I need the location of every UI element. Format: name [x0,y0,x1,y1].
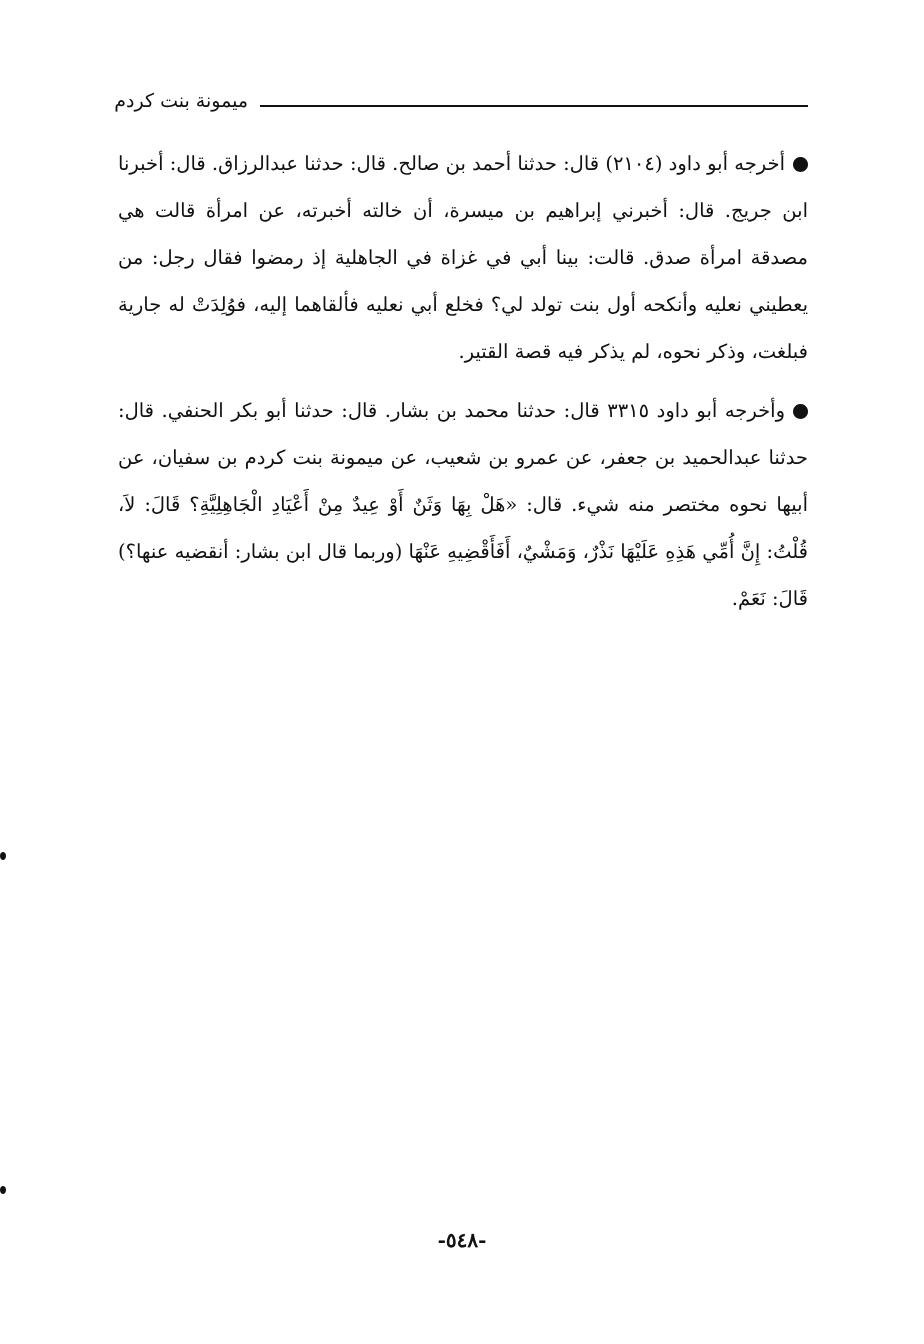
paragraph-2 [118,387,808,622]
paragraph-text: وأخرجه أبو داود ٣٣١٥ قال: حدثنا محمد بن بشار. قال: حدثنا أبو بكر الحنفي. قال: حدثنا عبدالحميد بن جعفر، عن عمرو بن شعيب، عن ميمونة بنت كردم بن سفيان، عن أبيها نحوه مختصر منه شيء. قال: «هَلْ بِهَا وَثَنٌ أَوْ عِيدٌ مِنْ أَعْيَادِ الْجَاهِلِيَّةِ؟ قَالَ: لاَ، قُلْتُ: إِنَّ أُمِّي هَذِهِ عَلَيْهَا نَذْرٌ، وَمَشْيٌ، أَفَأَقْضِيهِ عَنْهَا (وربما قال ابن بشار: أنقضيه عنها؟) قَالَ: نَعَمْ. [118,399,808,610]
page-number: -٥٤٨- [437,1228,487,1252]
paragraph-text: أخرجه أبو داود (٢١٠٤) قال: حدثنا أحمد بن صالح. قال: حدثنا عبدالرزاق. قال: أخبرنا ابن جريج. قال: أخبرني إبراهيم بن ميسرة، أن خالته أخبرته، عن امرأة قالت هي مصدقة امرأة صدق. قالت: بينا أبي في غزاة في الجاهلية إذ رمضوا فقال رجل: من يعطيني نعليه وأنكحه أول بنت تولد لي؟ فخلع أبي نعليه فألقاهما إليه، فوُلِدَتْ له جارية فبلغت، وذكر نحوه، لم يذكر فيه قصة القتير. [118,152,808,363]
scan-mark [0,852,6,860]
scan-mark [0,1186,6,1194]
page-body [118,140,808,622]
paragraph-1 [118,140,808,375]
bullet-icon [793,157,808,172]
header-title: ميمونة بنت كردم [114,90,248,112]
running-header [114,88,808,120]
bullet-icon [793,404,808,419]
header-rule [260,105,808,107]
